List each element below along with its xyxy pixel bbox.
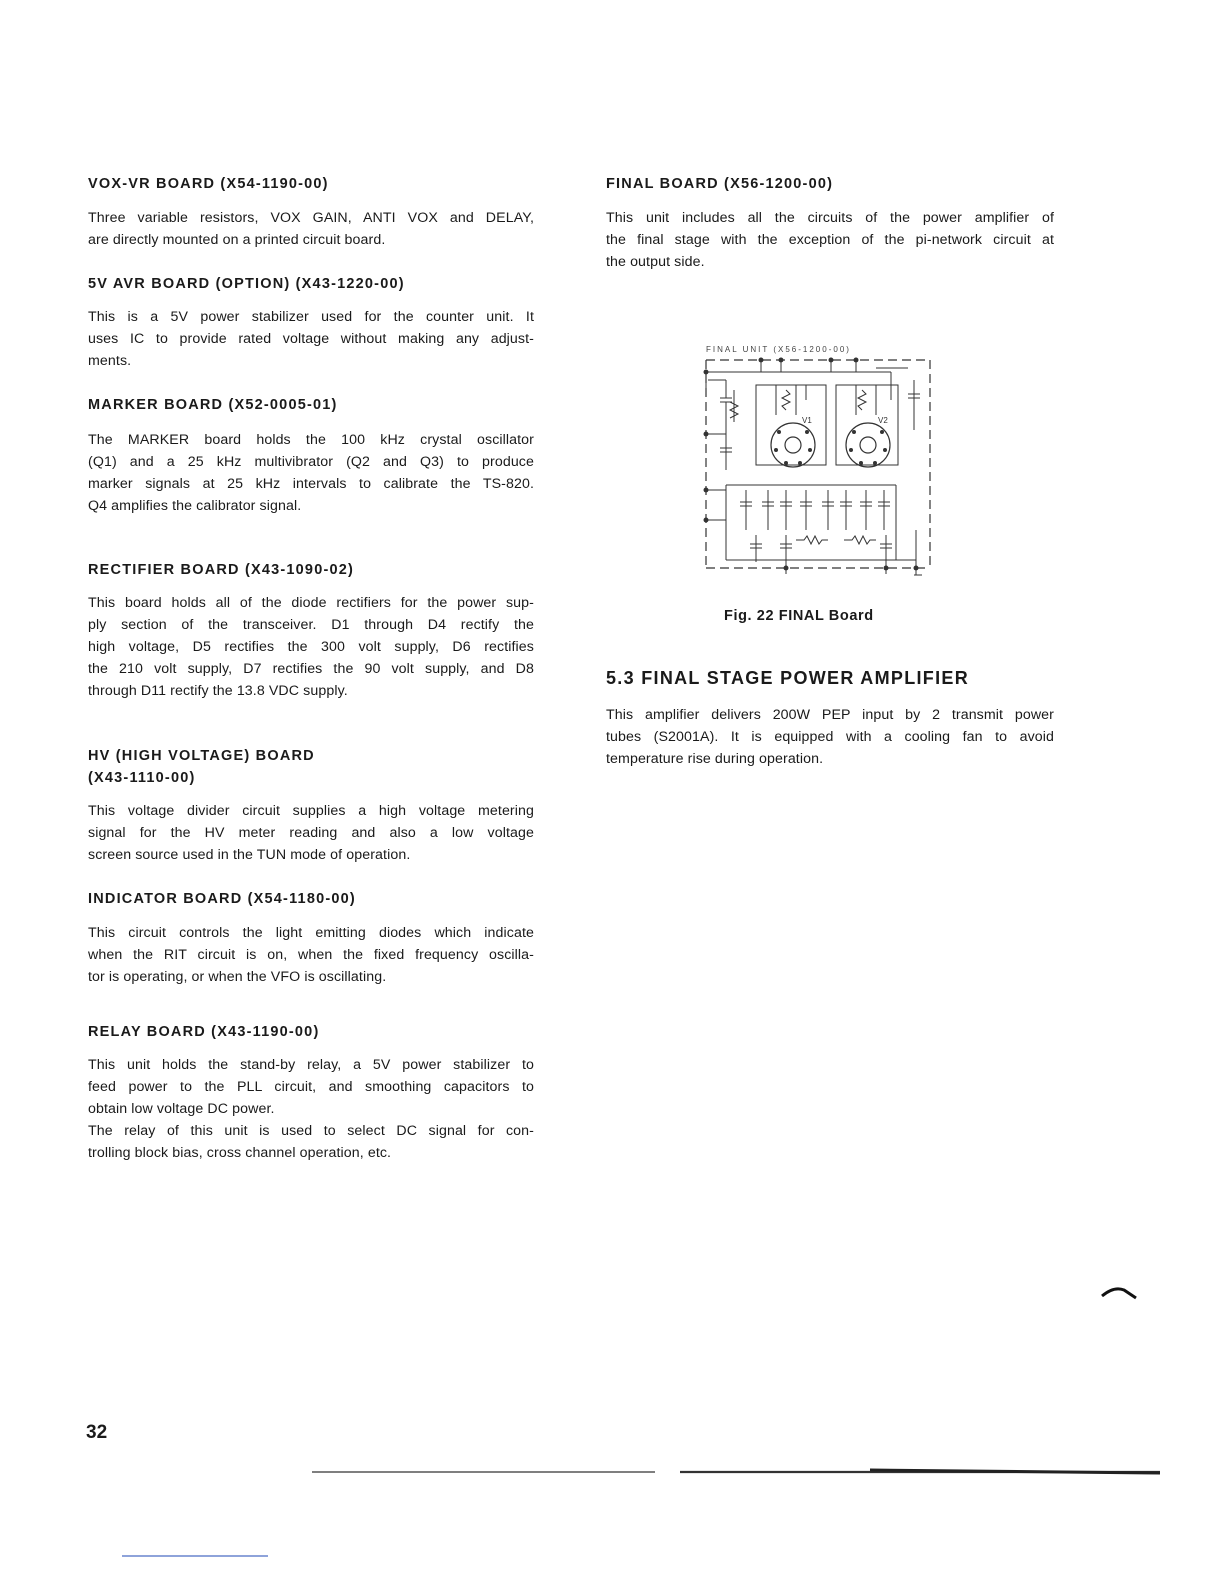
marker-line-4: Q4 amplifies the calibrator signal.: [88, 498, 302, 514]
page-number: 32: [86, 1422, 108, 1443]
vox-vr-line-1: Three variable resistors, VOX GAIN, ANTI VOX and DELAY,: [88, 210, 534, 226]
rectifier-line-4: the 210 volt supply, D7 rectifies the 90 volt supply, and D8: [88, 661, 534, 677]
relay-line-2: feed power to the PLL circuit, and smoothing capacitors to: [88, 1079, 534, 1095]
bottom-blue-rule: [120, 1553, 270, 1559]
avr-line-1: This is a 5V power stabilizer used for the counter unit. It: [88, 309, 534, 325]
rectifier-heading: RECTIFIER BOARD (X43-1090-02): [88, 562, 355, 578]
avr-paragraph: [88, 306, 534, 372]
marker-heading: MARKER BOARD (X52-0005-01): [88, 397, 338, 413]
final-heading: FINAL BOARD (X56-1200-00): [606, 176, 834, 192]
final-line-1: This unit includes all the circuits of the power amplifier of: [606, 210, 1054, 226]
hv-heading-line-1: HV (HIGH VOLTAGE) BOARD: [88, 748, 315, 764]
hv-line-3: screen source used in the TUN mode of operation.: [88, 847, 411, 863]
marker-line-1: The MARKER board holds the 100 kHz crystal oscillator: [88, 432, 534, 448]
marker-line-3: marker signals at 25 kHz intervals to calibrate the TS-820.: [88, 476, 534, 492]
hv-heading-line-2: (X43-1110-00): [88, 770, 196, 786]
rectifier-line-3: high voltage, D5 rectifies the 300 volt supply, D6 rectifies: [88, 639, 534, 655]
indicator-paragraph: [88, 922, 534, 988]
final-line-2: the final stage with the exception of the pi-network circuit at: [606, 232, 1054, 248]
relay-line-1: This unit holds the stand-by relay, a 5V power stabilizer to: [88, 1057, 534, 1073]
final-unit-schematic: [686, 330, 936, 585]
section-line-3: temperature rise during operation.: [606, 751, 824, 767]
hv-line-2: signal for the HV meter reading and also a low voltage: [88, 825, 534, 841]
tube-v1-label: V1: [802, 416, 812, 425]
indicator-line-1: This circuit controls the light emitting diodes which indicate: [88, 925, 534, 941]
section-paragraph: [606, 704, 1054, 770]
rectifier-paragraph: [88, 592, 534, 702]
vox-vr-line-2: are directly mounted on a printed circuit board.: [88, 232, 386, 248]
section-line-2: tubes (S2001A). It is equipped with a cooling fan to avoid: [606, 729, 1054, 745]
hv-line-1: This voltage divider circuit supplies a high voltage metering: [88, 803, 534, 819]
figure-caption: Fig. 22 FINAL Board: [724, 608, 874, 624]
rectifier-line-1: This board holds all of the diode rectifiers for the power sup-: [88, 595, 534, 611]
indicator-line-2: when the RIT circuit is on, when the fixed frequency oscilla-: [88, 947, 534, 963]
relay-line-5: trolling block bias, cross channel operation, etc.: [88, 1145, 392, 1161]
section-title: 5.3 FINAL STAGE POWER AMPLIFIER: [606, 668, 969, 688]
schematic-title: FINAL UNIT (X56-1200-00): [706, 345, 851, 354]
marker-paragraph: [88, 429, 534, 517]
final-paragraph: [606, 207, 1054, 273]
final-line-3: the output side.: [606, 254, 705, 270]
tube-v2-label: V2: [878, 416, 888, 425]
hv-paragraph: [88, 800, 534, 866]
relay-line-4: The relay of this unit is used to select DC signal for con-: [88, 1123, 534, 1139]
indicator-line-3: tor is operating, or when the VFO is oscillating.: [88, 969, 387, 985]
avr-heading: 5V AVR BOARD (OPTION) (X43-1220-00): [88, 276, 405, 292]
vox-vr-paragraph: [88, 207, 534, 251]
section-line-1: This amplifier delivers 200W PEP input by 2 transmit power: [606, 707, 1054, 723]
avr-line-3: ments.: [88, 353, 132, 369]
relay-line-3: obtain low voltage DC power.: [88, 1101, 275, 1117]
rectifier-line-5: through D11 rectify the 13.8 VDC supply.: [88, 683, 348, 699]
bottom-rule: [310, 1464, 1166, 1478]
relay-heading: RELAY BOARD (X43-1190-00): [88, 1024, 320, 1040]
indicator-heading: INDICATOR BOARD (X54-1180-00): [88, 891, 356, 907]
vox-vr-heading: VOX-VR BOARD (X54-1190-00): [88, 176, 329, 192]
scan-mark: [1100, 1284, 1140, 1304]
relay-paragraph: [88, 1054, 534, 1164]
rectifier-line-2: ply section of the transceiver. D1 through D4 rectify the: [88, 617, 534, 633]
marker-line-2: (Q1) and a 25 kHz multivibrator (Q2 and Q3) to produce: [88, 454, 534, 470]
avr-line-2: uses IC to provide rated voltage without making any adjust-: [88, 331, 534, 347]
